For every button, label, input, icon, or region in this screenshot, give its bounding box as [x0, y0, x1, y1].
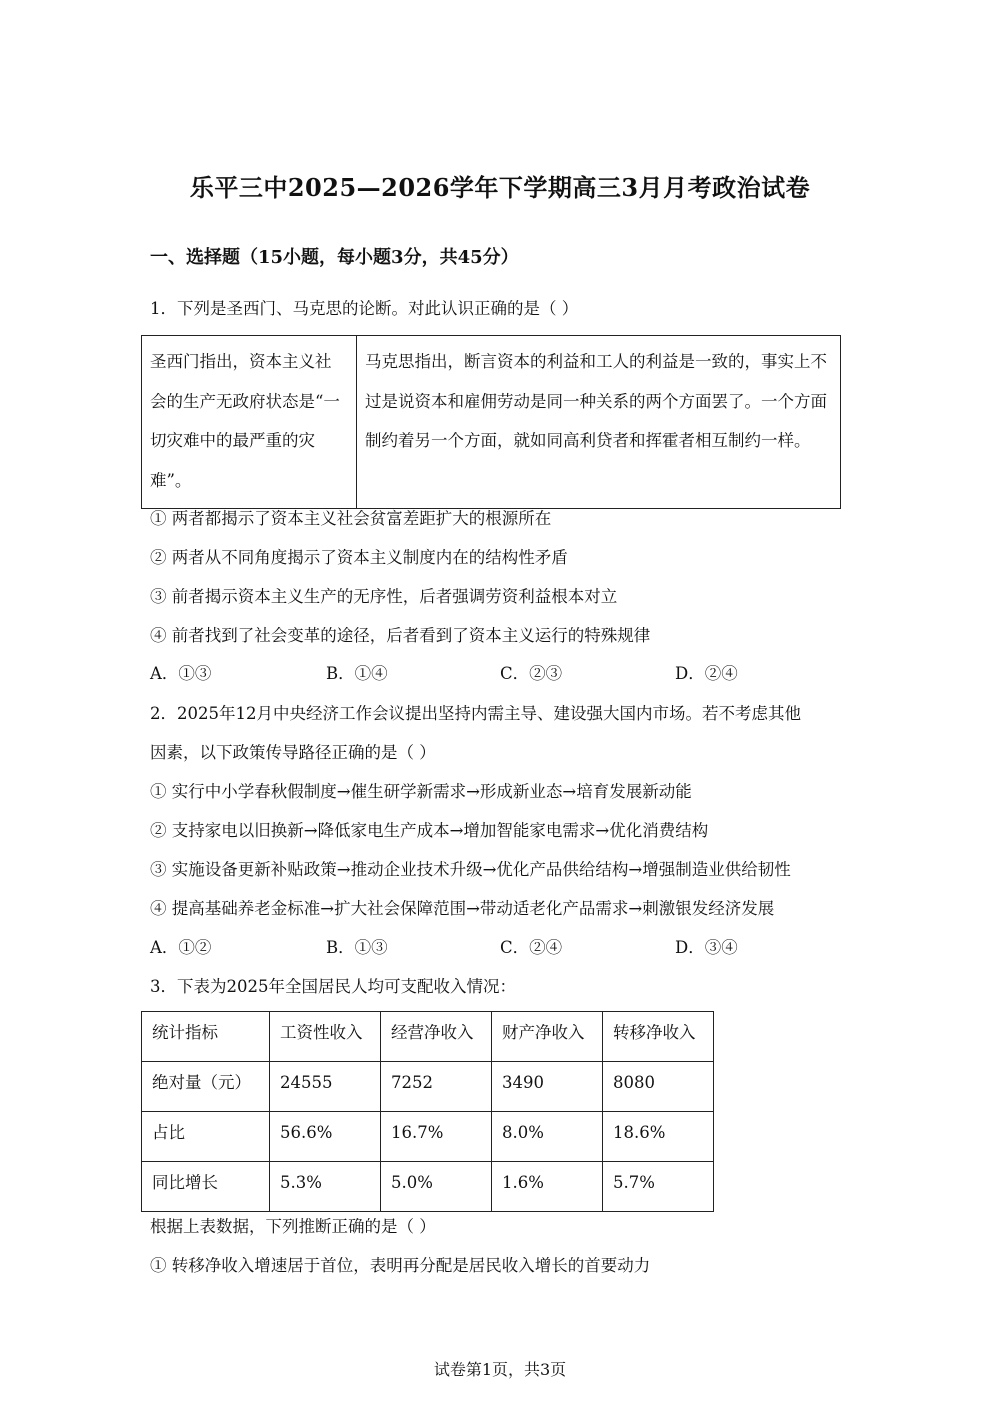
q1-quote-left: 圣西门指出，资本主义社会的生产无政府状态是“一切灾难中的最严重的灾难”。: [142, 336, 357, 509]
table-header-row: [142, 1012, 714, 1062]
q1-option-b[interactable]: B．①④: [326, 664, 388, 683]
table-header-cell: 统计指标: [142, 1012, 270, 1062]
q1-quote-table: [141, 335, 841, 509]
table-cell: 5.3%: [270, 1162, 381, 1212]
q2-stem-line2: 因素，以下政策传导路径正确的是（ ）: [150, 743, 436, 762]
table-cell: 18.6%: [603, 1112, 714, 1162]
page-title: 乐平三中2025—2026学年下学期高三3月月考政治试卷: [189, 173, 811, 202]
q2-item-4: ④ 提高基础养老金标准→扩大社会保障范围→带动适老化产品需求→刺激银发经济发展: [150, 899, 775, 918]
table-cell: 5.0%: [381, 1162, 492, 1212]
q3-income-table: [141, 1011, 714, 1212]
q3-after-text: 根据上表数据，下列推断正确的是（ ）: [150, 1217, 436, 1236]
table-cell: 1.6%: [492, 1162, 603, 1212]
table-cell: 8.0%: [492, 1112, 603, 1162]
q1-quote-right: 马克思指出，断言资本的利益和工人的利益是一致的，事实上不过是说资本和雇佣劳动是同一种关系的两个方面罢了。一个方面制约着另一个方面，就如同高利贷者和挥霍者相互制约一样。: [356, 336, 840, 509]
table-cell: 5.7%: [603, 1162, 714, 1212]
q1-option-d[interactable]: D．②④: [675, 664, 738, 683]
table-header-cell: 财产净收入: [492, 1012, 603, 1062]
q1-item-3: ③ 前者揭示资本主义生产的无序性，后者强调劳资利益根本对立: [150, 587, 618, 606]
q2-option-c[interactable]: C．②④: [500, 938, 563, 957]
q2-option-a[interactable]: A．①②: [150, 938, 212, 957]
q1-item-4: ④ 前者找到了社会变革的途径，后者看到了资本主义运行的特殊规律: [150, 626, 651, 645]
table-cell: 绝对量（元）: [142, 1062, 270, 1112]
table-cell: 同比增长: [142, 1162, 270, 1212]
q1-item-2: ② 两者从不同角度揭示了资本主义制度内在的结构性矛盾: [150, 548, 568, 567]
table-cell: 3490: [492, 1062, 603, 1112]
q1-stem: 1．下列是圣西门、马克思的论断。对此认识正确的是（ ）: [150, 299, 579, 318]
q1-item-1: ① 两者都揭示了资本主义社会贫富差距扩大的根源所在: [150, 509, 552, 528]
table-cell: 占比: [142, 1112, 270, 1162]
table-cell: 7252: [381, 1062, 492, 1112]
table-header-cell: 工资性收入: [270, 1012, 381, 1062]
q1-option-c[interactable]: C．②③: [500, 664, 563, 683]
table-cell: 16.7%: [381, 1112, 492, 1162]
q2-item-1: ① 实行中小学春秋假制度→催生研学新需求→形成新业态→培育发展新动能: [150, 782, 692, 801]
table-cell: 8080: [603, 1062, 714, 1112]
table-row: [142, 1162, 714, 1212]
table-header-cell: 经营净收入: [381, 1012, 492, 1062]
table-row: [142, 1112, 714, 1162]
q2-item-3: ③ 实施设备更新补贴政策→推动企业技术升级→优化产品供给结构→增强制造业供给韧性: [150, 860, 791, 879]
table-cell: 24555: [270, 1062, 381, 1112]
table-header-cell: 转移净收入: [603, 1012, 714, 1062]
q2-stem-line1: 2．2025年12月中央经济工作会议提出坚持内需主导、建设强大国内市场。若不考虑其他: [150, 704, 801, 723]
q2-item-2: ② 支持家电以旧换新→降低家电生产成本→增加智能家电需求→优化消费结构: [150, 821, 709, 840]
table-row: [142, 1062, 714, 1112]
table-cell: 56.6%: [270, 1112, 381, 1162]
q3-stem: 3．下表为2025年全国居民人均可支配收入情况：: [150, 977, 516, 996]
q3-item-1: ① 转移净收入增速居于首位，表明再分配是居民收入增长的首要动力: [150, 1256, 651, 1275]
q2-option-b[interactable]: B．①③: [326, 938, 388, 957]
q1-option-a[interactable]: A．①③: [150, 664, 212, 683]
q2-option-d[interactable]: D．③④: [675, 938, 738, 957]
page-footer: 试卷第1页，共3页: [433, 1360, 567, 1379]
section-title: 一、选择题（15小题，每小题3分，共45分）: [150, 247, 519, 268]
